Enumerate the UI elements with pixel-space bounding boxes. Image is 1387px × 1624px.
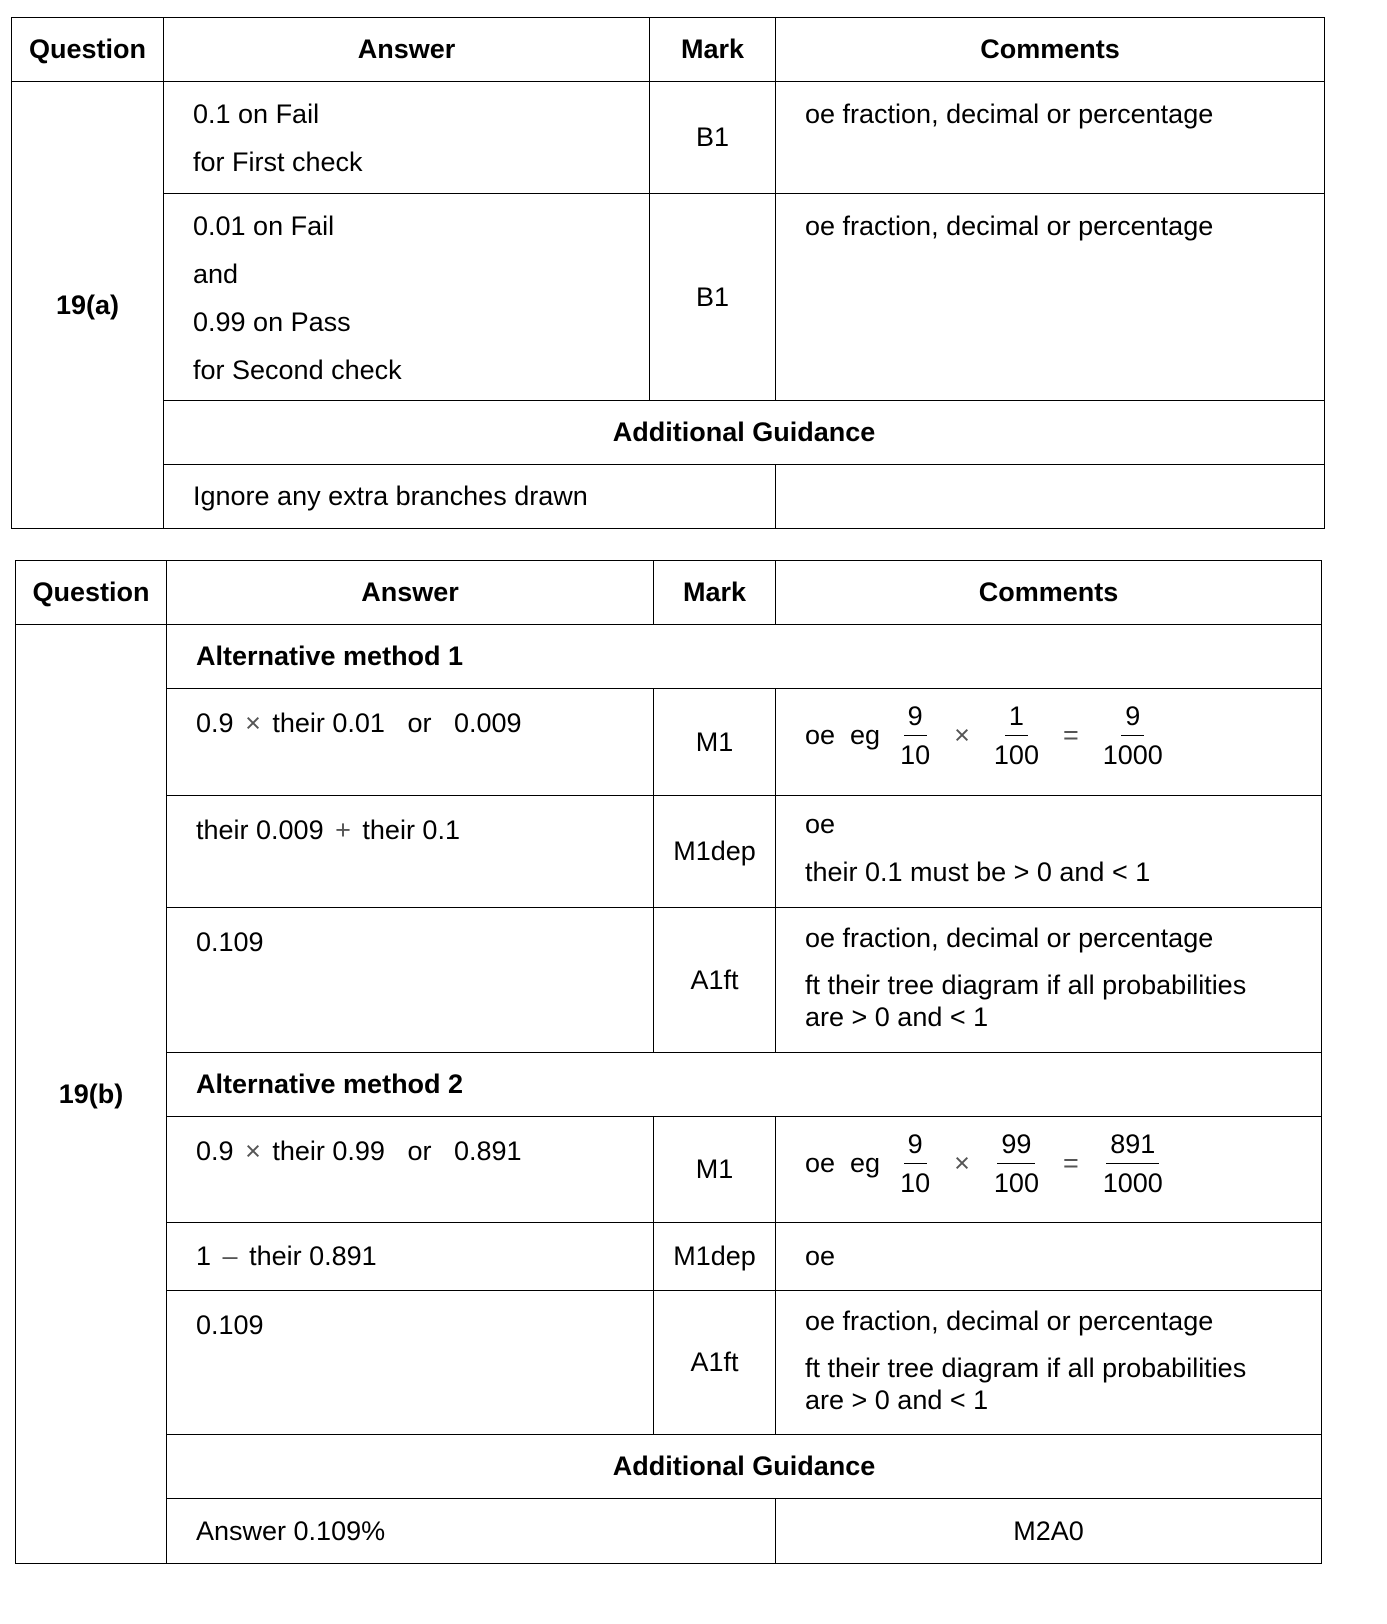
comment-line: oe fraction, decimal or percentage	[805, 1306, 1214, 1336]
header-answer: Answer	[167, 561, 654, 625]
table-row	[16, 908, 1322, 1053]
fraction: $\frac{9}{10}$	[900, 701, 931, 770]
fraction: $\frac{9}{1000}$	[1102, 701, 1163, 770]
table-row	[16, 796, 1322, 908]
header-mark: Mark	[654, 561, 776, 625]
header-row	[16, 561, 1322, 625]
guidance-row	[16, 1499, 1322, 1564]
answer-line: 0.9 × their 0.01 or 0.009	[196, 708, 522, 738]
table-row	[12, 194, 1325, 401]
question-number: 19(a)	[12, 82, 164, 529]
fraction-expression: oe eg $\frac{9}{10}$ × $\frac{99}{100}$ = $\frac{891}{1000}$	[805, 1129, 1163, 1198]
fraction: $\frac{99}{100}$	[993, 1129, 1039, 1198]
comment-line: oe fraction, decimal or percentage	[805, 923, 1214, 953]
header-mark: Mark	[650, 18, 776, 82]
additional-guidance-title: Additional Guidance	[167, 1435, 1322, 1499]
mark-scheme-table-19b	[15, 560, 1322, 1564]
guidance-mark: M2A0	[776, 1499, 1322, 1564]
guidance-title-row	[16, 1435, 1322, 1499]
guidance-text: Answer 0.109%	[167, 1499, 776, 1564]
answer-line: 0.9 × their 0.99 or 0.891	[196, 1136, 522, 1166]
answer-cell	[167, 689, 654, 796]
answer-cell	[167, 908, 654, 1053]
method-title-row	[16, 625, 1322, 689]
fraction-expression: oe eg $\frac{9}{10}$ × $\frac{1}{100}$ = $\frac{9}{1000}$	[805, 701, 1163, 770]
mark-cell: B1	[650, 194, 776, 401]
method-title-row	[16, 1053, 1322, 1117]
answer-cell	[164, 82, 650, 194]
comment-line: are > 0 and < 1	[805, 1385, 989, 1415]
header-row	[12, 18, 1325, 82]
comment-cell	[776, 796, 1322, 908]
question-number: 19(b)	[16, 625, 167, 1564]
answer-cell: 1 – their 0.891	[167, 1223, 654, 1291]
mark-cell: M1dep	[654, 1223, 776, 1291]
guidance-title-row	[12, 401, 1325, 465]
mark-scheme-table-19a	[11, 17, 1325, 529]
fraction: $\frac{9}{10}$	[900, 1129, 931, 1198]
table-row	[16, 1117, 1322, 1223]
comment-cell	[776, 1291, 1322, 1435]
comment-cell	[776, 908, 1322, 1053]
guidance-text: Ignore any extra branches drawn	[164, 465, 776, 529]
answer-cell	[167, 1291, 654, 1435]
answer-line: and	[193, 259, 239, 289]
mark-cell: M1dep	[654, 796, 776, 908]
answer-cell	[167, 1117, 654, 1223]
comment-line: ft their tree diagram if all probabilities	[805, 1353, 1247, 1383]
answer-cell	[164, 194, 650, 401]
table-row	[12, 82, 1325, 194]
fraction: $\frac{891}{1000}$	[1102, 1129, 1163, 1198]
header-answer: Answer	[164, 18, 650, 82]
comment-line: oe fraction, decimal or percentage	[805, 99, 1214, 129]
table-row	[16, 1291, 1322, 1435]
comment-line: are > 0 and < 1	[805, 1002, 989, 1032]
comment-line: oe	[805, 809, 836, 839]
answer-cell	[167, 796, 654, 908]
table-row	[16, 1223, 1322, 1291]
mark-cell: M1	[654, 1117, 776, 1223]
guidance-mark	[776, 465, 1325, 529]
guidance-row	[12, 465, 1325, 529]
comment-line: oe fraction, decimal or percentage	[805, 211, 1214, 241]
comment-cell	[776, 194, 1325, 401]
answer-line: their 0.009 + their 0.1	[196, 815, 460, 845]
header-question: Question	[12, 18, 164, 82]
header-comments: Comments	[776, 561, 1322, 625]
alternative-method-1-title: Alternative method 1	[167, 625, 1322, 689]
mark-cell: A1ft	[654, 1291, 776, 1435]
alternative-method-2-title: Alternative method 2	[167, 1053, 1322, 1117]
fraction: $\frac{1}{100}$	[993, 701, 1039, 770]
answer-line: 0.01 on Fail	[193, 211, 335, 241]
answer-line: 0.1 on Fail	[193, 99, 320, 129]
mark-cell: M1	[654, 689, 776, 796]
answer-line: 0.99 on Pass	[193, 307, 351, 337]
answer-line: for Second check	[193, 355, 402, 385]
comment-cell	[776, 82, 1325, 194]
table-row	[16, 689, 1322, 796]
additional-guidance-title: Additional Guidance	[164, 401, 1325, 465]
comment-line: their 0.1 must be > 0 and < 1	[805, 857, 1151, 887]
mark-cell: A1ft	[654, 908, 776, 1053]
answer-line: 0.109	[196, 1310, 264, 1340]
comment-cell	[776, 689, 1322, 796]
header-question: Question	[16, 561, 167, 625]
comment-cell: oe	[776, 1223, 1322, 1291]
comment-cell	[776, 1117, 1322, 1223]
mark-cell: B1	[650, 82, 776, 194]
header-comments: Comments	[776, 18, 1325, 82]
answer-line: 0.109	[196, 927, 264, 957]
answer-line: for First check	[193, 147, 363, 177]
comment-line: ft their tree diagram if all probabilities	[805, 970, 1247, 1000]
